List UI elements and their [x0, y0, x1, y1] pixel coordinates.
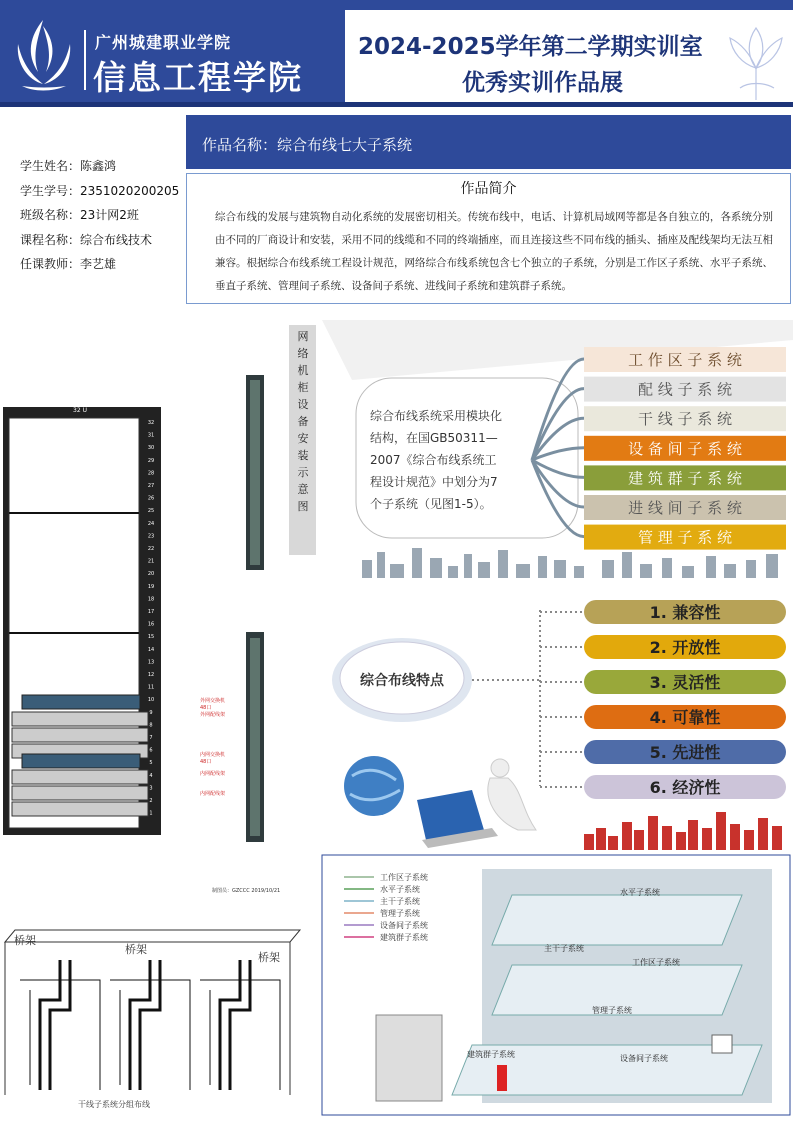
teacher-name: 任课教师：李艺雄 — [20, 257, 117, 271]
unit-number: 7 — [149, 735, 153, 741]
unit-number: 4 — [149, 772, 153, 779]
unit-number: 19 — [147, 583, 155, 590]
cabinet-top-label: 32 U — [73, 407, 87, 414]
department-name: 信息工程学院 — [93, 58, 303, 97]
building-diagram — [322, 855, 790, 1115]
feature-label: 6. 经济性 — [649, 778, 721, 797]
cabinet-credit: 制图员：GZCCC 2019/10/21 — [212, 888, 281, 894]
unit-number: 26 — [147, 495, 155, 502]
features-center-label: 综合布线特点 — [360, 673, 444, 689]
panel-labels — [200, 697, 225, 797]
school-logo-icon — [8, 14, 78, 94]
legend-label: 建筑群子系统 — [380, 933, 428, 942]
subsystem-label: 干 线 子 系 统 — [637, 410, 733, 429]
callout-line: 程设计规范》中划分为7 — [370, 475, 498, 489]
unit-number: 3 — [149, 785, 153, 792]
work-title: 作品名称：综合布线七大子系统 — [202, 136, 413, 154]
unit-number: 32 — [147, 420, 155, 426]
exhibition-title-line1: 2024-2025学年第二学期实训室 — [358, 34, 703, 60]
unit-number: 15 — [147, 634, 155, 641]
building-tag: 建筑群子系统 — [467, 1050, 515, 1059]
legend-label: 工作区子系统 — [380, 873, 428, 882]
panel-label: 外网配线架 — [200, 712, 226, 718]
callout-line: 结构，在国GB50311— — [370, 431, 498, 445]
unit-number: 8 — [149, 722, 153, 729]
unit-number: 30 — [147, 445, 155, 452]
unit-number: 25 — [147, 508, 155, 515]
building-tag: 工作区子系统 — [632, 958, 680, 967]
unit-number: 31 — [147, 432, 155, 439]
feature-label: 1. 兼容性 — [649, 603, 721, 622]
unit-number: 17 — [147, 609, 155, 615]
unit-number: 13 — [147, 659, 155, 666]
unit-number: 9 — [149, 709, 153, 716]
intro-heading: 作品简介 — [460, 181, 517, 197]
unit-number: 23 — [147, 533, 155, 540]
unit-number: 18 — [147, 596, 155, 603]
subsystem-label: 进 线 间 子 系 统 — [628, 499, 742, 517]
backbone-caption: 干线子系统分组布线 — [78, 1100, 150, 1109]
patch-panels — [12, 695, 148, 816]
subsystem-label: 设 备 间 子 系 统 — [628, 439, 742, 458]
work-title-bar — [186, 115, 791, 169]
backbone-diagram — [0, 920, 310, 1115]
panel-label: 内网配线架 — [200, 771, 226, 777]
unit-number: 14 — [147, 646, 155, 653]
unit-number: 12 — [147, 672, 155, 678]
exhibition-title-line2: 优秀实训作品展 — [462, 70, 623, 96]
panel-label: 48口 — [200, 759, 212, 765]
intro-text: 综合布线的发展与建筑物自动化系统的发展密切相关。传统布线中，电话、计算机局域网等都是各自独立的，各系统分别由不同的厂商设计和安装，采用不同的线缆和不同的终端插座，而且连接这些不同布线的插头、插座及配线架均无法互相兼容。根据综合布线系统工程设计规范，网络综合布线系统包含七个独立的子系统，分别是工作区子系统、水平子系统、垂直子系统、管理间子系统、设备间子系统、进线间子系统和建筑群子系统。 — [215, 211, 773, 292]
features-diagram — [322, 590, 793, 850]
course-name: 课程名称：综合布线技术 — [20, 232, 153, 247]
cabinet-vertical-title: 网络机柜设备安装示意图 — [297, 330, 309, 513]
student-name: 学生姓名：陈鑫鸿 — [20, 159, 117, 173]
feature-label: 3. 灵活性 — [649, 673, 721, 692]
tray-label-right: 桥架 — [258, 951, 280, 964]
panel-label: 48口 — [200, 705, 212, 711]
unit-number: 28 — [147, 470, 155, 477]
subsystem-label: 建 筑 群 子 系 统 — [628, 469, 742, 488]
unit-number: 6 — [149, 747, 153, 754]
unit-number: 5 — [149, 760, 153, 767]
school-name: 广州城建职业学院 — [95, 33, 232, 52]
student-class: 班级名称：23计网2班 — [20, 208, 139, 222]
subsystem-label: 配 线 子 系 统 — [637, 380, 733, 399]
student-info — [20, 154, 179, 277]
callout-line: 2007《综合布线系统工 — [370, 453, 497, 467]
logo-divider — [84, 30, 86, 90]
student-id: 学生学号：2351020200205 — [20, 183, 180, 198]
banner-underline — [0, 102, 793, 107]
building-tag: 设备间子系统 — [620, 1054, 668, 1063]
building-tag: 管理子系统 — [592, 1006, 632, 1015]
feature-label: 4. 可靠性 — [649, 708, 721, 727]
unit-number: 16 — [147, 621, 155, 628]
legend-label: 主干子系统 — [380, 897, 420, 906]
lotus-decoration-icon — [720, 8, 793, 103]
tray-label-mid: 桥架 — [125, 943, 147, 956]
building-tag: 主干子系统 — [544, 944, 584, 953]
unit-number: 24 — [147, 520, 155, 527]
unit-number: 10 — [147, 697, 155, 704]
building-tag: 水平子系统 — [620, 888, 660, 897]
panel-label: 内网配线架 — [200, 791, 226, 797]
callout-line: 综合布线系统采用模块化 — [370, 409, 503, 423]
intro-box — [186, 173, 791, 304]
unit-number: 11 — [147, 684, 155, 691]
unit-number: 2 — [149, 798, 153, 804]
header-banner — [0, 0, 793, 107]
unit-number: 21 — [147, 558, 155, 565]
tray-label-left: 桥架 — [14, 934, 36, 947]
cabinet-diagram — [0, 320, 320, 894]
legend-label: 水平子系统 — [380, 885, 420, 894]
subsystem-label: 工 作 区 子 系 统 — [628, 351, 742, 369]
callout-line: 个子系统（见图1-5）。 — [370, 497, 492, 511]
feature-label: 2. 开放性 — [649, 638, 721, 657]
subsystem-label: 管 理 子 系 统 — [637, 528, 733, 547]
unit-number: 27 — [147, 483, 155, 489]
feature-label: 5. 先进性 — [649, 743, 721, 762]
legend-label: 管理子系统 — [380, 909, 420, 918]
legend-label: 设备间子系统 — [380, 921, 428, 930]
subsystems-diagram — [322, 320, 793, 588]
unit-number: 20 — [147, 571, 155, 578]
panel-label: 内网交换机 — [200, 752, 226, 758]
unit-number: 22 — [147, 546, 155, 552]
unit-number: 29 — [147, 457, 155, 464]
panel-label: 外网交换机 — [200, 698, 226, 704]
unit-number: 1 — [149, 810, 153, 817]
